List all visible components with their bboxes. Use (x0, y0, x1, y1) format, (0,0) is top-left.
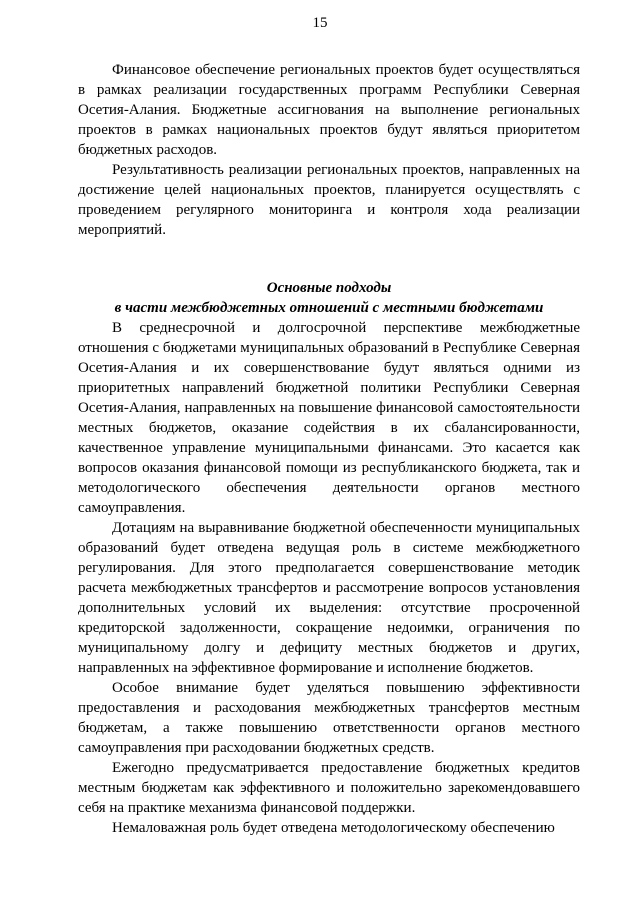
page-number: 15 (312, 15, 328, 31)
document-body (78, 60, 580, 838)
section-heading-line-1: Основные подходы (266, 280, 392, 296)
paragraph-intergovernmental-relations: В среднесрочной и долгосрочной перспективе межбюджетные отношения с бюджетами муниципальных образований в Республике Северная Осетия-Алания и их совершенствование будут являться одними из приоритетных направлений бюджетной политики Республики Северная Осетия-Алания, направленных на повышение финансовой самостоятельности местных бюджетов, оказание содействия в их сбалансированности, качественное управление муниципальными финансами. Это касается как вопросов оказания финансовой помощи из республиканского бюджета, так и методологического обеспечения деятельности органов местного самоуправления. (78, 320, 580, 516)
paragraph-budget-loans: Ежегодно предусматривается предоставление бюджетных кредитов местным бюджетам как эффективного и положительно зарекомендовавшего себя на практике механизма финансовой поддержки. (78, 760, 580, 816)
section-heading (78, 278, 580, 318)
paragraph-financing: Финансовое обеспечение региональных проектов будет осуществляться в рамках реализации государственных программ Республики Северная Осетия-Алания. Бюджетные ассигнования на выполнение региональных проектов в рамках национальных проектов будут являться приоритетом бюджетных расходов. (78, 62, 580, 158)
section-heading-line-2: в части межбюджетных отношений с местными бюджетами (114, 300, 544, 316)
paragraph-equalization-grants: Дотациям на выравнивание бюджетной обеспеченности муниципальных образований будет отведена ведущая роль в системе межбюджетного регулирования. Для этого предполагается совершенствование методик расчета межбюджетных трансфертов и рассмотрение вопросов установления дополнительных условий их выделения: отсутствие просроченной кредиторской задолженности, сокращение недоимки, ограничения по муниципальному долгу и дефициту местных бюджетов и других, направленных на эффективное формирование и исполнение бюджетов. (78, 520, 580, 676)
paragraph-transfer-efficiency: Особое внимание будет уделяться повышению эффективности предоставления и расходования межбюджетных трансфертов местным бюджетам, а также повышению ответственности органов местного самоуправления при расходовании бюджетных средств. (78, 680, 580, 756)
paragraph-effectiveness: Результативность реализации региональных проектов, направленных на достижение целей национальных проектов, планируется осуществлять с проведением регулярного мониторинга и контроля хода реализации мероприятий. (78, 162, 580, 238)
paragraph-methodological-support: Немаловажная роль будет отведена методологическому обеспечению (112, 820, 555, 836)
